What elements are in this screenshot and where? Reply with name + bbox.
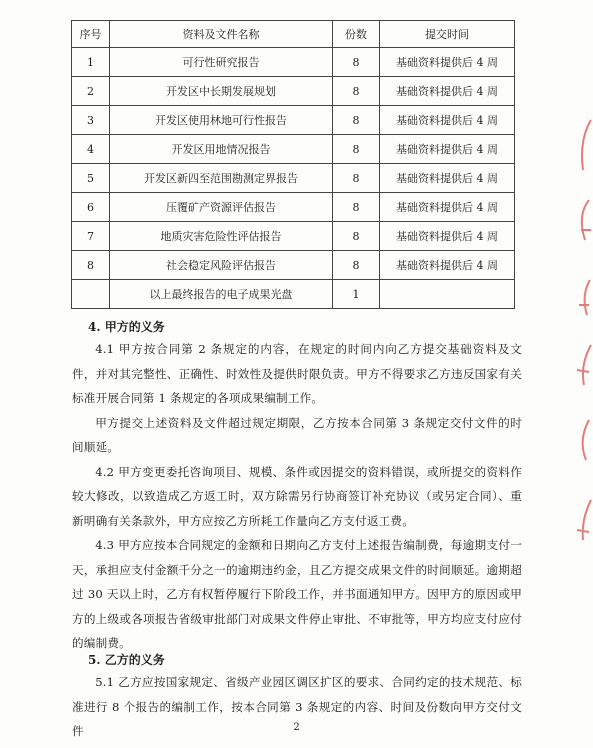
cell-time: 基础资料提供后 4 周 <box>380 164 515 193</box>
cell-copies: 8 <box>333 48 380 77</box>
table-row <box>72 222 515 251</box>
table-row <box>72 135 515 164</box>
cell-time: 基础资料提供后 4 周 <box>380 251 515 280</box>
table-header-row <box>72 21 515 48</box>
table-row <box>72 280 515 309</box>
cell-time: 基础资料提供后 4 周 <box>380 48 515 77</box>
col-header-index: 序号 <box>72 21 110 48</box>
cell-copies: 8 <box>333 164 380 193</box>
table-row <box>72 164 515 193</box>
cell-copies: 8 <box>333 106 380 135</box>
cell-index: 6 <box>72 193 110 222</box>
cell-index: 7 <box>72 222 110 251</box>
cell-index <box>72 280 110 309</box>
cell-time <box>380 280 515 309</box>
cell-time: 基础资料提供后 4 周 <box>380 222 515 251</box>
cell-name: 以上最终报告的电子成果光盘 <box>110 280 333 309</box>
table-row <box>72 251 515 280</box>
col-header-time: 提交时间 <box>380 21 515 48</box>
cell-copies: 8 <box>333 222 380 251</box>
deliverables-table <box>71 20 515 309</box>
paragraph-5-1: 5.1 乙方应按国家规定、省级产业园区调区扩区的要求、合同约定的技术规范、标准进行 8 个报告的编制工作，按本合同第 3 条规定的内容、时间及份数向甲方交付文件 <box>72 675 522 738</box>
cell-copies: 8 <box>333 251 380 280</box>
cell-copies: 1 <box>333 280 380 309</box>
page-number: 2 <box>293 722 300 733</box>
table-row <box>72 48 515 77</box>
cell-index: 5 <box>72 164 110 193</box>
paragraph-4-2: 4.2 甲方变更委托咨询项目、规模、条件或因提交的资料错误，或所提交的资料作较大修改，以致造成乙方返工时，双方除需另行协商签订补充协议（或另定合同）、重新明确有关条款外，甲方应按乙方所耗工作量向乙方支付返工费。 <box>72 464 522 528</box>
seal-stamp-fragment <box>571 80 593 580</box>
paragraph-4-1-cont: 甲方提交上述资料及文件超过规定期限，乙方按本合同第 3 条规定交付文件的时间顺延。 <box>72 415 522 454</box>
col-header-copies: 份数 <box>333 21 380 48</box>
cell-index: 1 <box>72 48 110 77</box>
cell-time: 基础资料提供后 4 周 <box>380 135 515 164</box>
paragraph-4-3: 4.3 甲方应按本合同规定的金额和日期向乙方支付上述报告编制费，每逾期支付一天，承担应支付金额千分之一的逾期违约金，且乙方提交成果文件的时间顺延。逾期超过 30 天以上时，乙方有权暂停履行下阶段工作，并书面通知甲方。因甲方的原因或甲方的上级或各项报告省级审批部门对成果文件停止审批、不审批等，甲方均应支付应付的编制费。 <box>72 538 522 650</box>
cell-copies: 8 <box>333 193 380 222</box>
cell-index: 2 <box>72 77 110 106</box>
cell-name: 可行性研究报告 <box>110 48 333 77</box>
table-row <box>72 77 515 106</box>
cell-copies: 8 <box>333 135 380 164</box>
col-header-name: 资料及文件名称 <box>110 21 333 48</box>
cell-index: 4 <box>72 135 110 164</box>
paragraph-4-1: 4.1 甲方按合同第 2 条规定的内容，在规定的时间内向乙方提交基础资料及文件，并对其完整性、正确性、时效性及提供时限负责。甲方不得要求乙方违反国家有关标准开展合同第 1 条规定的各项成果编制工作。 <box>72 342 522 405</box>
cell-name: 地质灾害危险性评估报告 <box>110 222 333 251</box>
section-4-body <box>72 337 522 656</box>
cell-time: 基础资料提供后 4 周 <box>380 106 515 135</box>
cell-name: 开发区使用林地可行性报告 <box>110 106 333 135</box>
cell-time: 基础资料提供后 4 周 <box>380 77 515 106</box>
cell-index: 8 <box>72 251 110 280</box>
cell-index: 3 <box>72 106 110 135</box>
table-row <box>72 193 515 222</box>
cell-time: 基础资料提供后 4 周 <box>380 193 515 222</box>
section-5-heading: 5. 乙方的义务 <box>88 653 165 667</box>
cell-name: 开发区用地情况报告 <box>110 135 333 164</box>
cell-copies: 8 <box>333 77 380 106</box>
cell-name: 开发区中长期发展规划 <box>110 77 333 106</box>
cell-name: 开发区新四至范围勘测定界报告 <box>110 164 333 193</box>
table-row <box>72 106 515 135</box>
cell-name: 社会稳定风险评估报告 <box>110 251 333 280</box>
section-4-heading: 4. 甲方的义务 <box>88 320 165 334</box>
cell-name: 压覆矿产资源评估报告 <box>110 193 333 222</box>
